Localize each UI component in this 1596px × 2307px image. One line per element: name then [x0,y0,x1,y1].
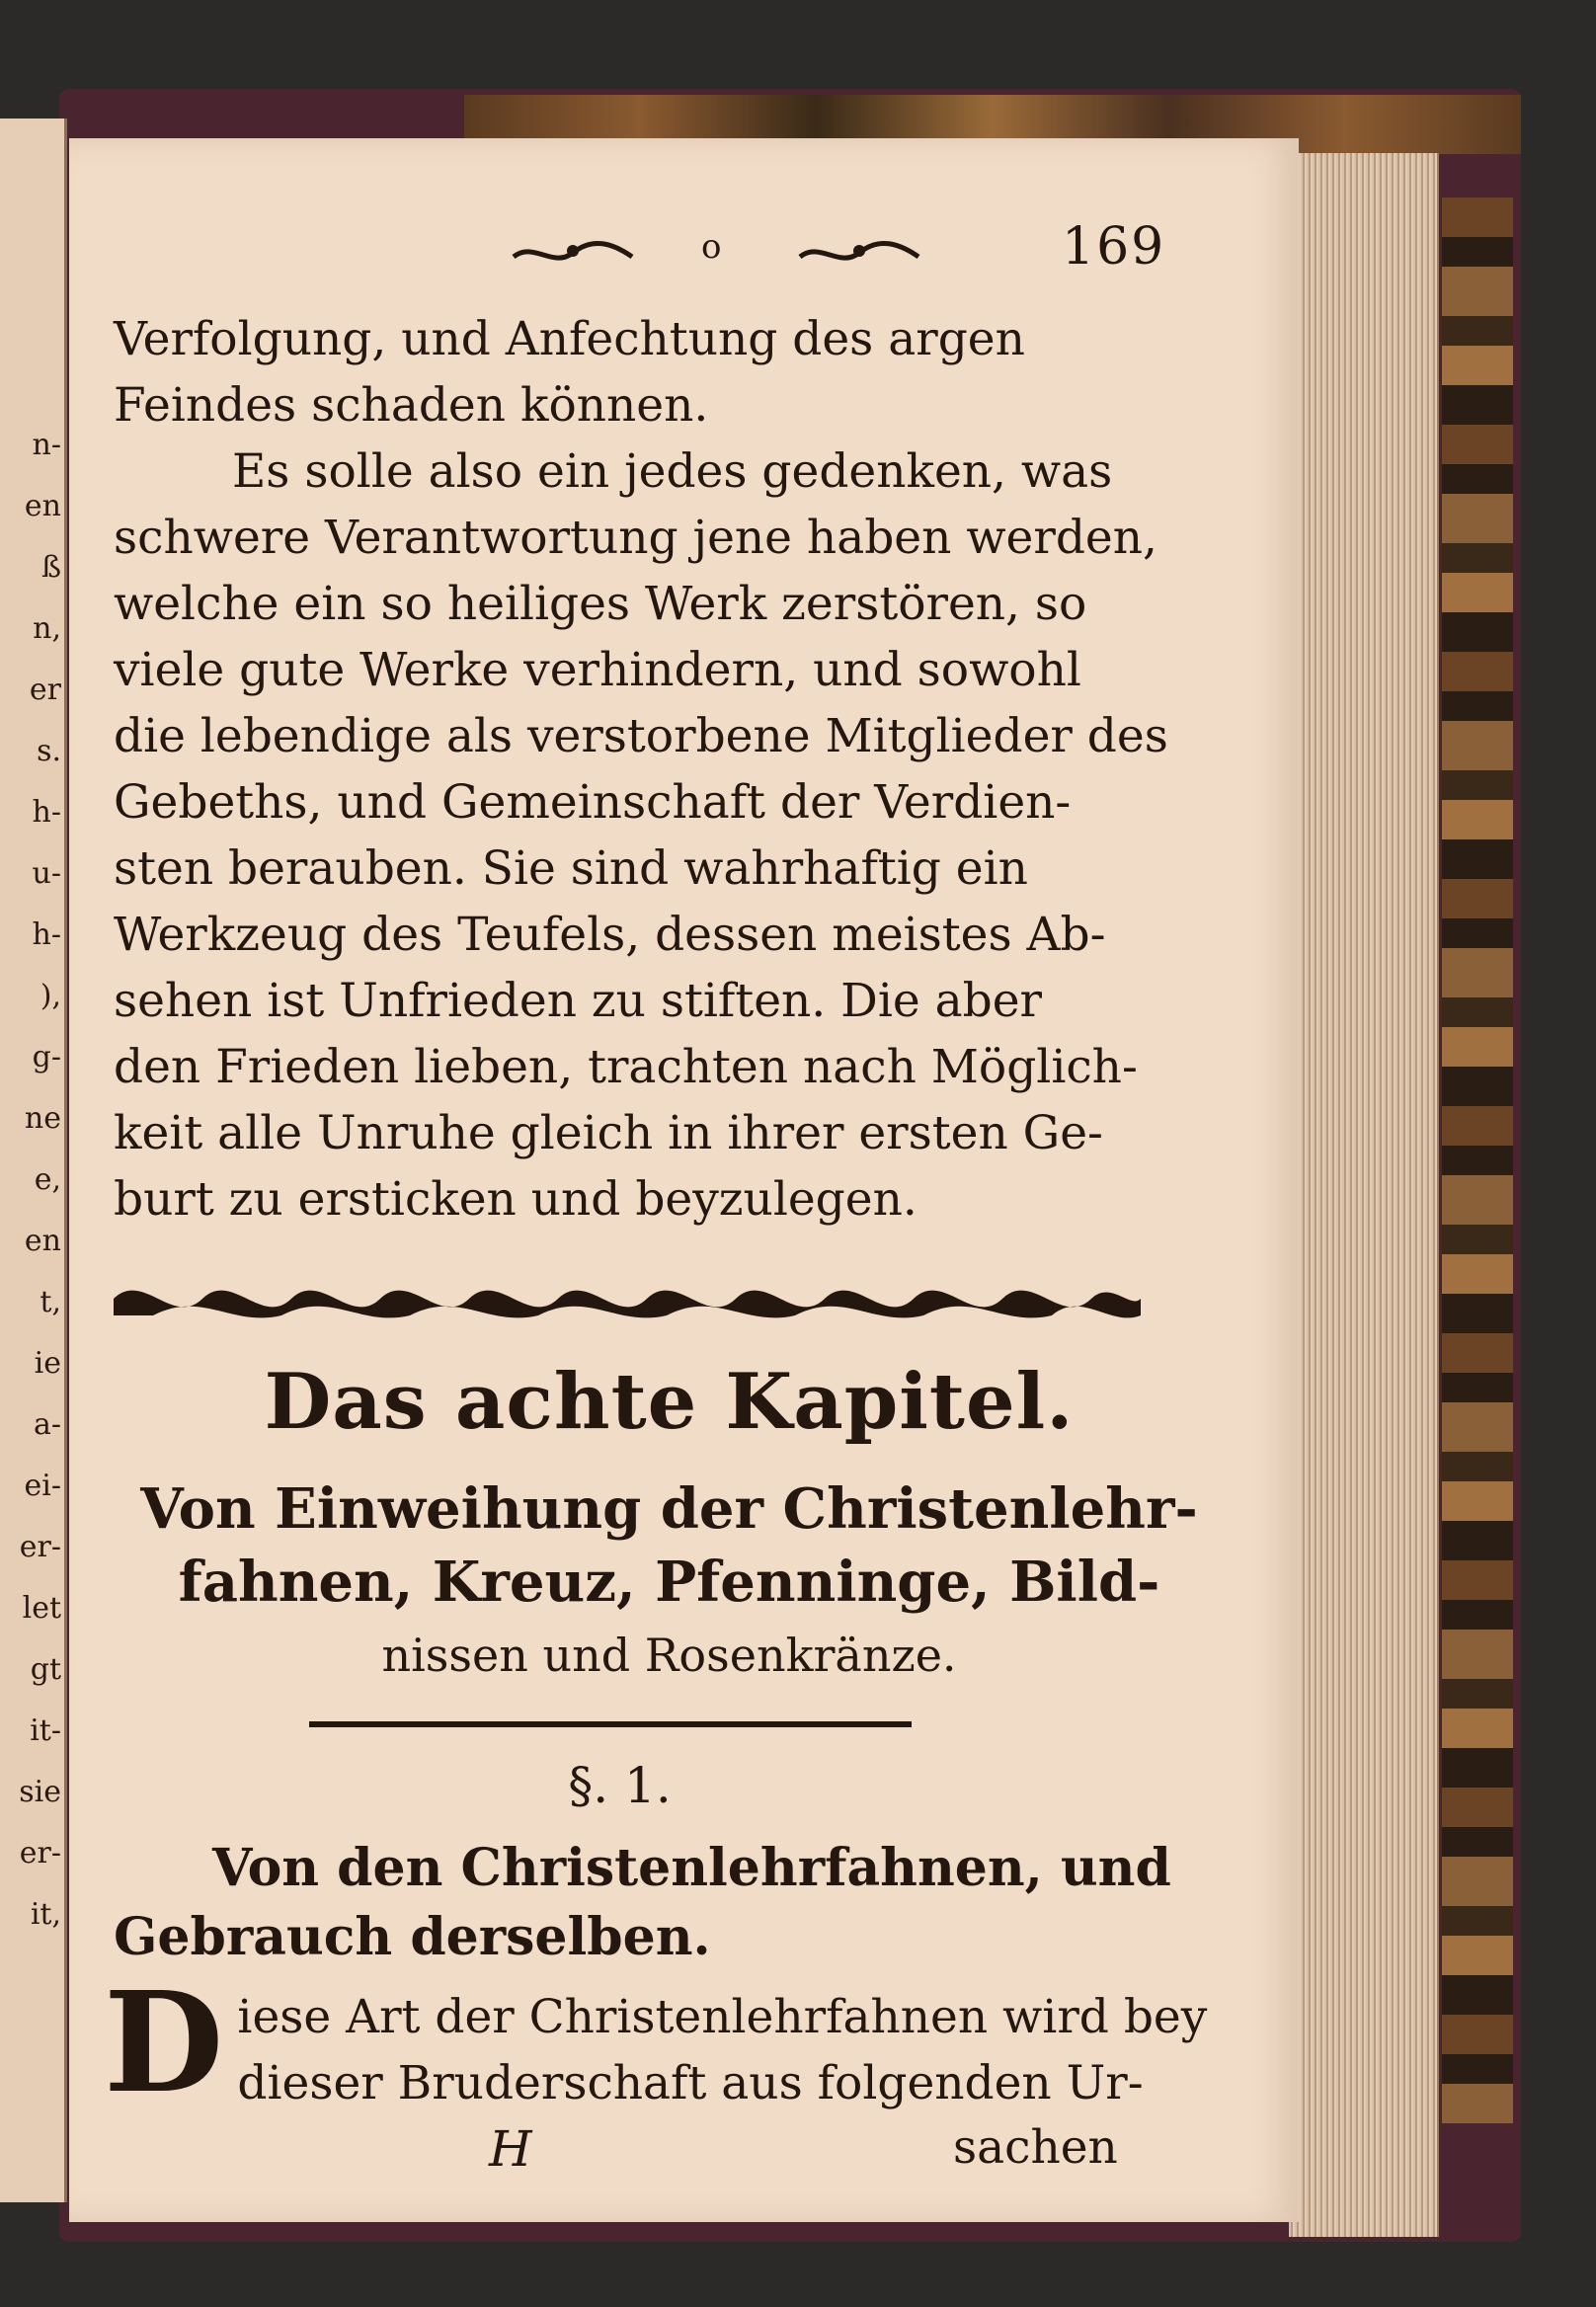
page-fore-edge [1289,153,1439,2237]
text-line: iese Art der Christenlehrfahnen wird bey [237,1990,1208,2044]
left-page-fragments [0,415,61,1946]
text-line: Verfolgung, und Anfechtung des argen [114,312,1025,366]
left-fragment: e, [34,1162,61,1197]
book-page [69,138,1299,2222]
header-ornament-right-icon [795,239,923,269]
left-fragment: en [24,489,61,523]
left-fragment: t, [40,1285,61,1319]
text-line: die lebendige als verstorbene Mitglieder des [114,709,1168,763]
left-fragment: h- [32,795,61,830]
text-line: burt zu ersticken und beyzulegen. [114,1172,918,1227]
left-fragment: a- [33,1407,61,1442]
left-fragment: gt [30,1652,61,1687]
left-fragment: s. [37,734,61,768]
heading-line: Von den Christenlehrfahnen, und [212,1838,1171,1898]
page-footer [114,2120,1225,2189]
left-fragment: ne [24,1101,61,1136]
left-fragment: let [22,1591,61,1626]
left-fragment: n- [32,428,61,462]
catchword: sachen [953,2120,1118,2175]
signature-mark: H [489,2120,532,2178]
subtitle-line: Von Einweihung der Christenlehr- [140,1476,1198,1542]
left-fragment: ), [40,979,61,1013]
horizontal-rule [309,1721,912,1727]
chapter-subtitle [114,1472,1225,1692]
ornamental-border-icon [114,1270,1141,1327]
left-fragment: en [24,1224,61,1258]
left-fragment: sie [19,1775,61,1809]
header-mark: o [701,227,722,267]
left-fragment: u- [32,856,61,891]
text-line: viele gute Werke verhindern, und sowohl [114,643,1081,697]
text-line: schwere Verantwortung jene haben werden, [114,511,1157,565]
section-paragraph [104,1962,1225,2124]
marbled-cover-right [1442,198,1513,2123]
running-header [114,217,1225,306]
drop-cap: D [104,1962,224,2124]
text-line: sten berauben. Sie sind wahrhaftig ein [114,841,1028,896]
left-fragment: h- [32,917,61,952]
page-number: 169 [1062,217,1166,277]
text-line: Es solle also ein jedes gedenken, was [232,444,1113,499]
page-content [104,217,1225,2189]
left-fragment: ei- [24,1469,61,1503]
text-line: Feindes schaden können. [114,378,709,433]
left-fragment: ie [34,1346,61,1381]
left-page-edge [0,119,67,2202]
subtitle-line: fahnen, Kreuz, Pfenninge, Bild- [178,1550,1160,1615]
left-fragment: n, [33,611,61,646]
paragraph-continued [114,306,1225,438]
paragraph-warning [114,438,1225,1233]
text-line: Werkzeug des Teufels, dessen meistes Ab- [114,908,1106,962]
left-fragment: er- [19,1530,61,1564]
left-fragment: er [29,673,61,707]
chapter-title: Das achte Kapitel. [264,1357,1075,1447]
text-line: Gebeths, und Gemeinschaft der Verdien- [114,775,1072,830]
text-line: welche ein so heiliges Werk zerstören, so [114,577,1087,631]
heading-line: Gebrauch derselben. [114,1907,711,1967]
text-line: keit alle Unruhe gleich in ihrer ersten Ge- [114,1106,1103,1160]
text-line: sehen ist Unfrieden zu stiften. Die aber [114,974,1043,1028]
section-heading [114,1834,1225,1972]
left-fragment: ß [40,550,61,585]
text-line: dieser Bruderschaft aus folgenden Ur- [237,2056,1144,2110]
section-number: §. 1. [568,1757,672,1814]
left-fragment: er- [19,1836,61,1870]
left-fragment: it, [30,1897,61,1932]
left-fragment: g- [32,1040,61,1074]
subtitle-line: nissen und Rosenkränze. [381,1629,957,1682]
text-line: den Frieden lieben, trachten nach Möglich- [114,1040,1138,1094]
header-ornament-left-icon [509,239,637,269]
left-fragment: it- [30,1713,61,1748]
